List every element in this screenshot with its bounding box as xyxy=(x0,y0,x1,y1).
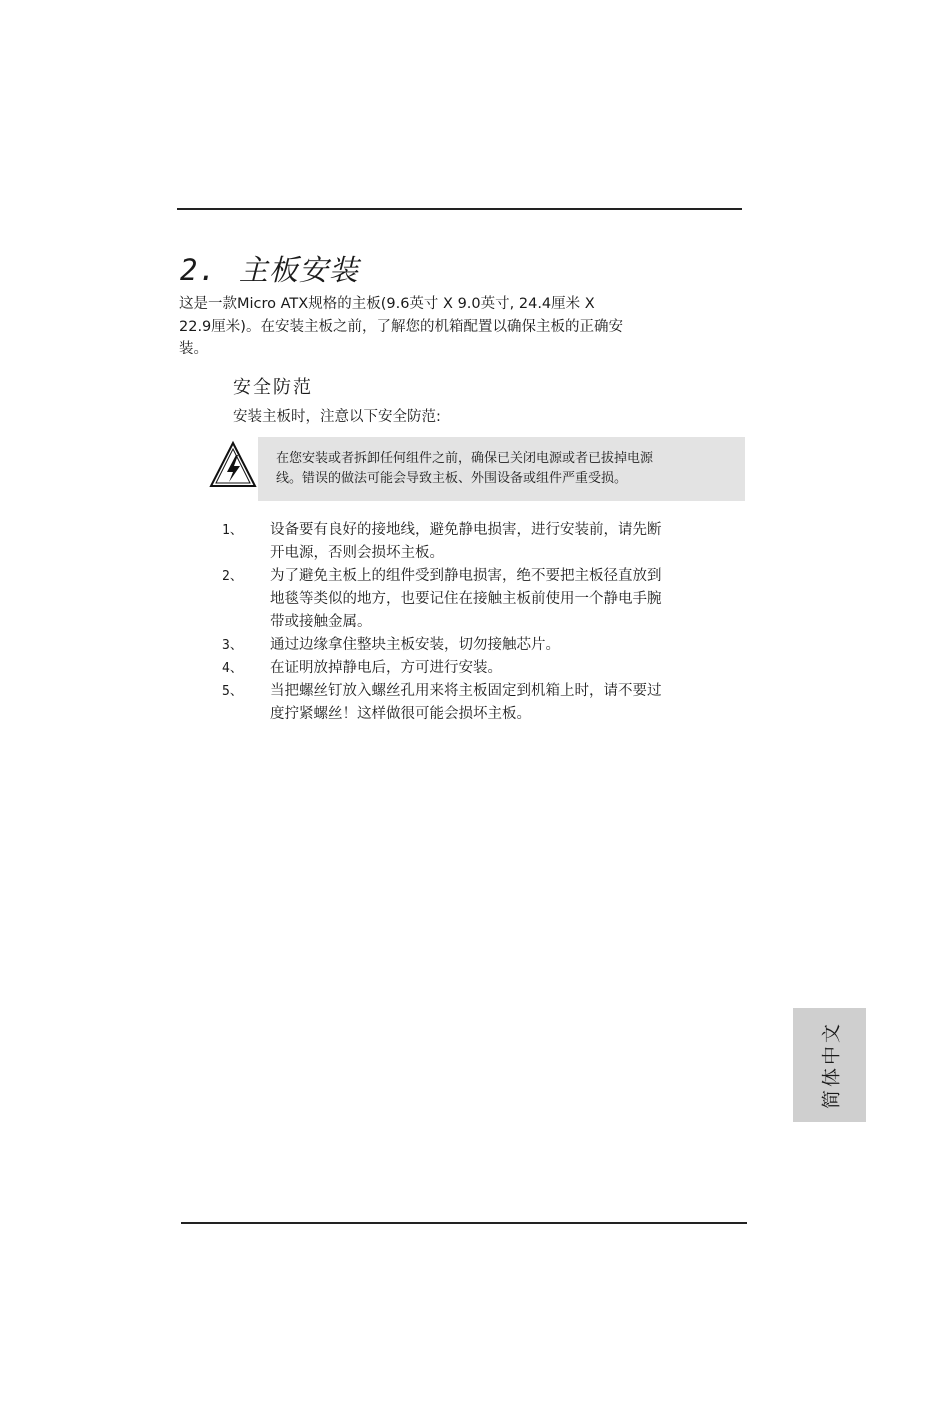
precaution-steps xyxy=(222,519,712,726)
step-index: 2、 xyxy=(222,569,243,584)
warning-line: 线。错误的做法可能会导致主板、外围设备或组件严重受损。 xyxy=(276,471,628,486)
step-line: 地毯等类似的地方，也要记住在接触主板前使用一个静电手腕 xyxy=(270,591,662,607)
language-tab xyxy=(793,1008,866,1122)
step-item xyxy=(222,565,712,634)
step-line: 带或接触金属。 xyxy=(270,614,372,630)
step-index: 3、 xyxy=(222,638,243,653)
step-line: 设备要有良好的接地线，避免静电损害，进行安装前，请先断 xyxy=(270,522,662,538)
step-line: 度拧紧螺丝！这样做很可能会损坏主板。 xyxy=(270,706,531,722)
intro-line: 22.9厘米)。在安装主板之前，了解您的机箱配置以确保主板的正确安 xyxy=(179,318,623,335)
section-number: 2. xyxy=(180,253,217,287)
top-rule xyxy=(177,208,742,210)
lightning-warning-icon xyxy=(208,440,258,490)
warning-box xyxy=(258,437,745,501)
step-line: 当把螺丝钉放入螺丝孔用来将主板固定到机箱上时，请不要过 xyxy=(270,683,662,699)
section-title-text: 主板安装 xyxy=(238,253,359,287)
step-line: 通过边缘拿住整块主板安装，切勿接触芯片。 xyxy=(270,637,560,653)
step-line: 在证明放掉静电后，方可进行安装。 xyxy=(270,660,502,676)
intro-paragraph xyxy=(179,293,699,361)
step-index: 5、 xyxy=(222,684,243,699)
step-index: 4、 xyxy=(222,661,243,676)
step-line: 为了避免主板上的组件受到静电损害，绝不要把主板径直放到 xyxy=(270,568,662,584)
precautions-intro: 安装主板时，注意以下安全防范: xyxy=(233,409,441,425)
step-item xyxy=(222,657,712,680)
step-item xyxy=(222,680,712,726)
step-item xyxy=(222,634,712,657)
warning-line: 在您安装或者拆卸任何组件之前，确保已关闭电源或者已拔掉电源 xyxy=(276,451,654,466)
step-item xyxy=(222,519,712,565)
step-line: 开电源，否则会损坏主板。 xyxy=(270,545,444,561)
intro-line: 装。 xyxy=(179,341,208,357)
precautions-heading: 安全防范 xyxy=(233,377,313,398)
bottom-rule xyxy=(181,1222,747,1224)
intro-line: 这是一款Micro ATX规格的主板(9.6英寸 X 9.0英寸, 24.4厘米 X xyxy=(179,296,595,312)
section-title xyxy=(180,248,359,289)
warning-text xyxy=(276,449,653,489)
language-tab-label: 简体中文 xyxy=(820,1020,842,1110)
step-index: 1、 xyxy=(222,523,243,538)
